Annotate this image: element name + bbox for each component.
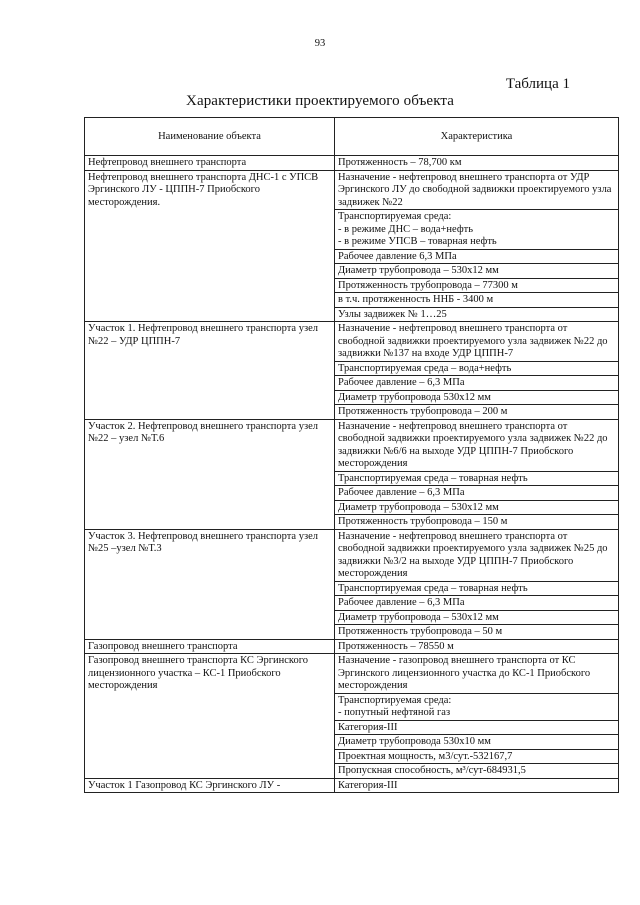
characteristic-cell: Рабочее давление – 6,3 МПа [335,376,619,391]
characteristic-cell: Диаметр трубопровода – 530х12 мм [335,264,619,279]
table-row [85,322,619,362]
table-row [85,778,619,793]
characteristic-cell: Диаметр трубопровода 530х10 мм [335,735,619,750]
characteristic-cell: Назначение - нефтепровод внешнего транспорта от свободной задвижки проектируемого узла задвижек №22 до задвижки №137 на входе УДР ЦППН-7 [335,322,619,362]
characteristic-cell: Категория-III [335,778,619,793]
characteristic-cell: Категория-III [335,720,619,735]
characteristic-cell: Протяженность – 78550 м [335,639,619,654]
characteristic-cell: Транспортируемая среда – товарная нефть [335,471,619,486]
characteristic-cell: Назначение - нефтепровод внешнего транспорта от УДР Эргинского ЛУ до свободной задвижки проектируемого узла задвижек №22 [335,170,619,210]
characteristic-cell: Протяженность трубопровода – 200 м [335,405,619,420]
characteristic-cell: Протяженность – 78,700 км [335,156,619,171]
characteristic-cell: Назначение - нефтепровод внешнего транспорта от свободной задвижки проектируемого узла задвижек №25 до задвижки №3/2 на выходе УДР ЦППН-7 Приобского месторождения [335,529,619,581]
characteristic-cell: Диаметр трубопровода – 530х12 мм [335,610,619,625]
characteristic-cell: Пропускная способность, м³/сут-684931,5 [335,764,619,779]
table-row [85,639,619,654]
column-header-characteristic: Характеристика [335,118,619,156]
characteristic-cell: Рабочее давление 6,3 МПа [335,249,619,264]
characteristic-cell: Транспортируемая среда: - попутный нефтяной газ [335,693,619,720]
table-row [85,654,619,694]
table-row [85,419,619,471]
characteristic-cell: Назначение - газопровод внешнего транспорта от КС Эргинского лицензионного участка до КС-1 Приобского месторождения [335,654,619,694]
characteristic-cell: Диаметр трубопровода 530х12 мм [335,390,619,405]
characteristic-cell: Транспортируемая среда: - в режиме ДНС – вода+нефть - в режиме УПСВ – товарная нефть [335,210,619,250]
table-body [85,156,619,793]
characteristic-cell: Протяженность трубопровода – 77300 м [335,278,619,293]
characteristic-cell: Протяженность трубопровода – 50 м [335,625,619,640]
table-title: Характеристики проектируемого объекта [186,93,454,109]
object-name-cell: Участок 1. Нефтепровод внешнего транспорта узел №22 – УДР ЦППН-7 [85,322,335,420]
characteristic-cell: Транспортируемая среда – вода+нефть [335,361,619,376]
characteristic-cell: в т.ч. протяженность ННБ - 3400 м [335,293,619,308]
object-name-cell: Нефтепровод внешнего транспорта ДНС-1 с УПСВ Эргинского ЛУ - ЦППН-7 Приобского месторождения. [85,170,335,322]
object-name-cell: Газопровод внешнего транспорта [85,639,335,654]
object-name-cell: Газопровод внешнего транспорта КС Эргинского лицензионного участка – КС-1 Приобского месторождения [85,654,335,779]
column-header-object-name: Наименование объекта [85,118,335,156]
characteristic-cell: Назначение - нефтепровод внешнего транспорта от свободной задвижки проектируемого узла задвижек №22 до задвижки №6/6 на выходе УДР ЦППН-7 Приобского месторождения [335,419,619,471]
object-name-cell: Нефтепровод внешнего транспорта [85,156,335,171]
table-row [85,170,619,210]
characteristic-cell: Транспортируемая среда – товарная нефть [335,581,619,596]
characteristic-cell: Протяженность трубопровода – 150 м [335,515,619,530]
table-label: Таблица 1 [505,76,570,92]
object-name-cell: Участок 3. Нефтепровод внешнего транспорта узел №25 –узел №Т.3 [85,529,335,639]
characteristic-cell: Рабочее давление – 6,3 МПа [335,596,619,611]
table-row [85,529,619,581]
characteristic-cell: Проектная мощность, м3/сут.-532167,7 [335,749,619,764]
object-name-cell: Участок 2. Нефтепровод внешнего транспорта узел №22 – узел №Т.6 [85,419,335,529]
characteristic-cell: Диаметр трубопровода – 530х12 мм [335,500,619,515]
characteristic-cell: Рабочее давление – 6,3 МПа [335,486,619,501]
table-row [85,156,619,171]
characteristic-cell: Узлы задвижек № 1…25 [335,307,619,322]
page-number: 93 [314,38,326,49]
characteristics-table [84,117,619,793]
object-name-cell: Участок 1 Газопровод КС Эргинского ЛУ - [85,778,335,793]
table-header-row [85,118,619,156]
